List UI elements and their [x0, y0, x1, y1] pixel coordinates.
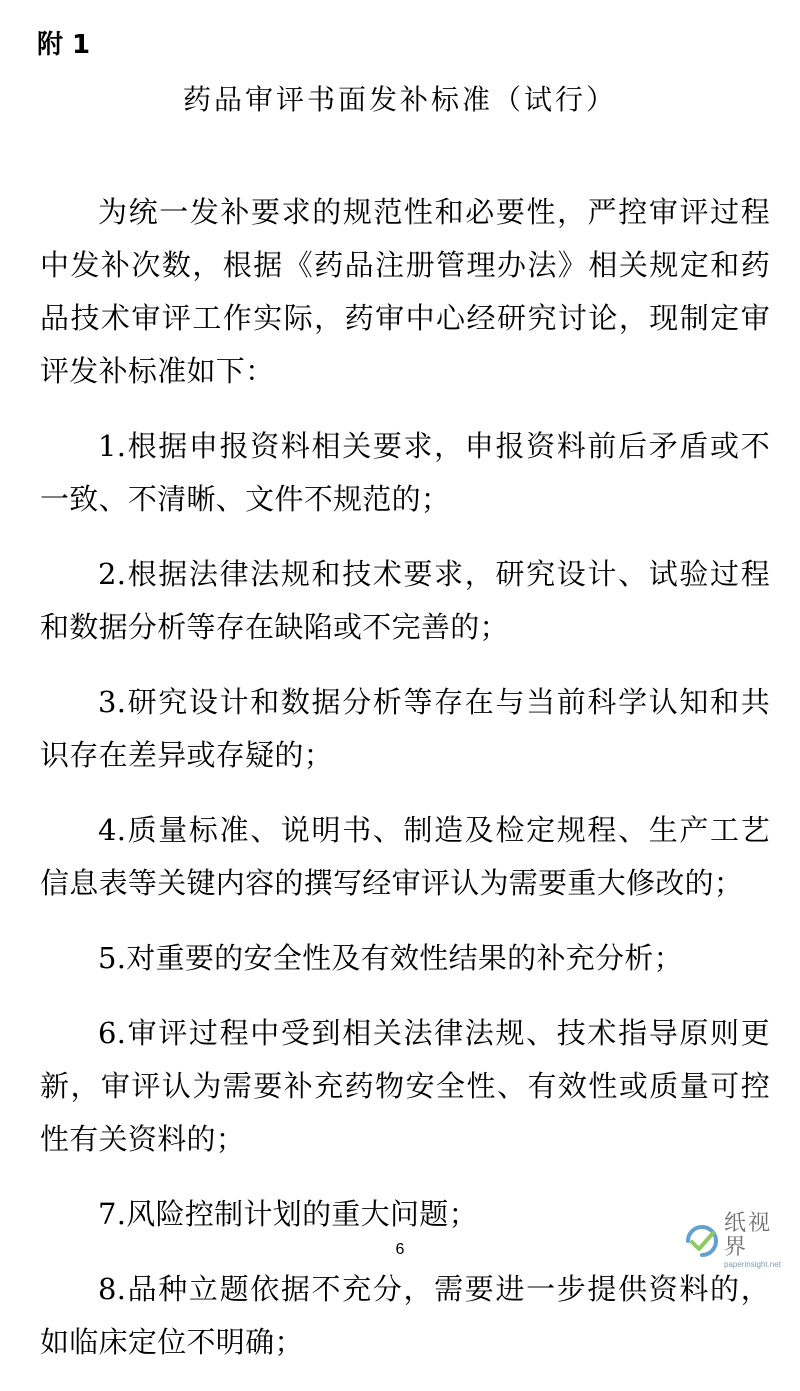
list-item-4: 4.质量标准、说明书、制造及检定规程、生产工艺信息表等关键内容的撰写经审评认为需要重大修改的；: [40, 813, 770, 900]
document-body: [40, 186, 770, 1391]
list-item-8: 8.品种立题依据不充分，需要进一步提供资料的，如临床定位不明确；: [40, 1272, 770, 1359]
watermark-title: 纸视界: [724, 1211, 773, 1260]
list-item-3: 3.研究设计和数据分析等存在与当前科学认知和共识存在差异或存疑的；: [40, 685, 770, 772]
annex-label: 附 1: [37, 30, 91, 60]
document-title: 药品审评书面发补标准（试行）: [182, 83, 617, 116]
list-item-6: 6.审评过程中受到相关法律法规、技术指导原则更新，审评认为需要补充药物安全性、有效性或质量可控性有关资料的；: [40, 1016, 770, 1156]
intro-paragraph: 为统一发补要求的规范性和必要性，严控审评过程中发补次数，根据《药品注册管理办法》相关规定和药品技术审评工作实际，药审中心经研究讨论，现制定审评发补标准如下：: [40, 195, 770, 388]
list-item-7: 7.风险控制计划的重大问题；: [98, 1197, 478, 1231]
list-item-5: 5.对重要的安全性及有效性结果的补充分析；: [98, 941, 683, 975]
paperinsight-logo-icon: [682, 1221, 722, 1261]
watermark-url: paperinsight.net: [724, 1260, 781, 1269]
watermark: [682, 1211, 794, 1269]
list-item-2: 2.根据法律法规和技术要求，研究设计、试验过程和数据分析等存在缺陷或不完善的；: [40, 557, 770, 644]
list-item-1: 1.根据申报资料相关要求，申报资料前后矛盾或不一致、不清晰、文件不规范的；: [40, 429, 770, 516]
page-number: 6: [395, 1241, 405, 1258]
